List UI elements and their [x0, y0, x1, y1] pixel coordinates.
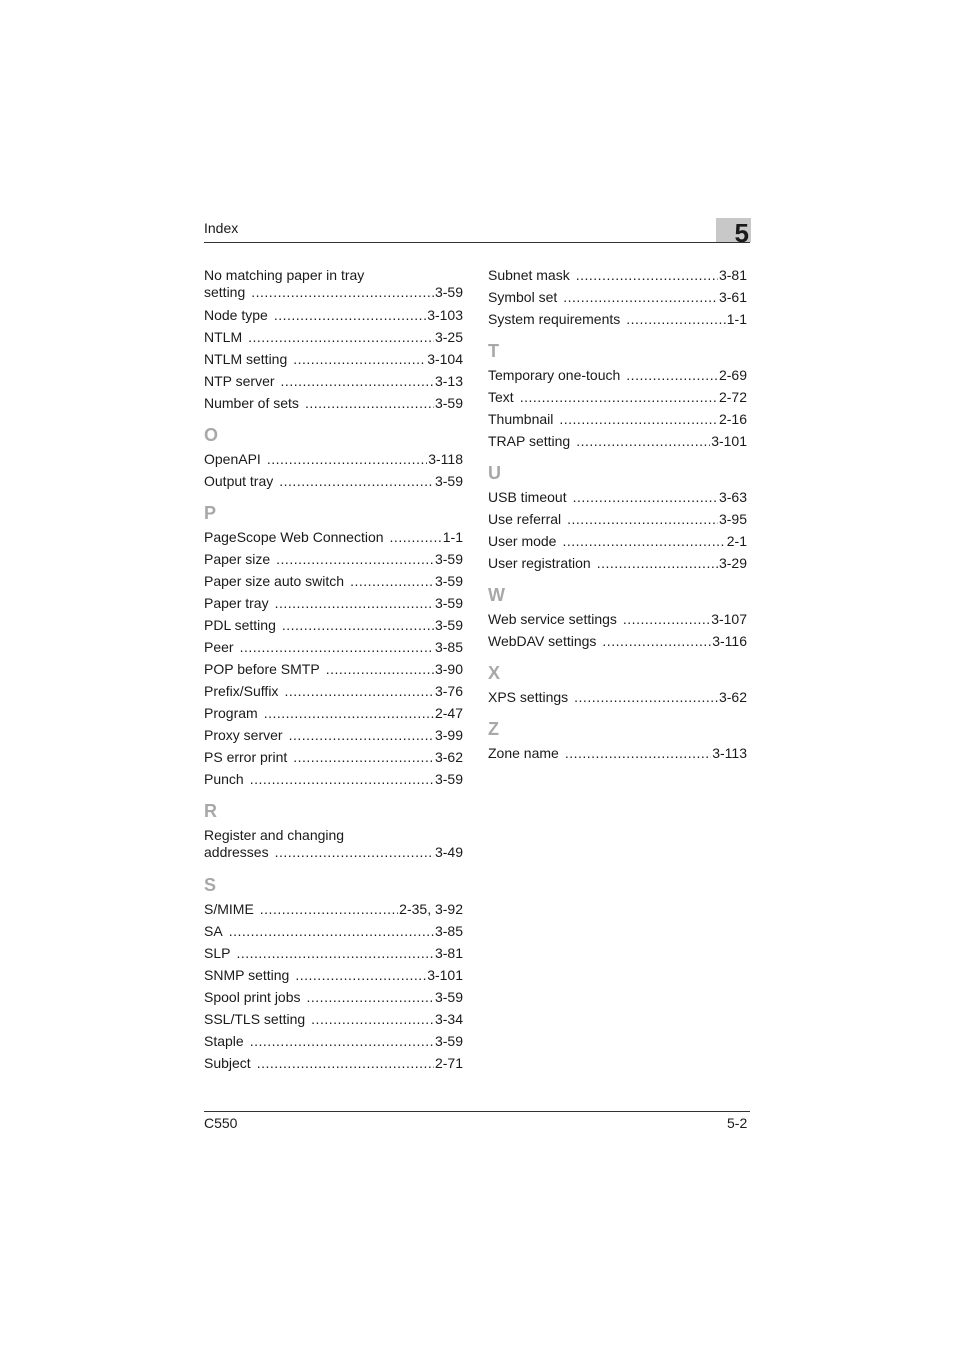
- index-entry: [488, 364, 747, 386]
- index-entry-term: NTP server: [204, 373, 275, 389]
- index-entry-page: 2-47: [434, 705, 463, 721]
- index-entry-page: 3-59: [434, 551, 463, 567]
- index-entry: [204, 1008, 463, 1030]
- index-entry: [488, 430, 747, 452]
- index-entry-page: 3-49: [434, 844, 463, 860]
- index-section-letter: Z: [488, 719, 499, 739]
- dot-leader: [289, 724, 434, 746]
- index-entry: [204, 964, 463, 986]
- dot-leader: [559, 408, 718, 430]
- index-entry-term: SLP: [204, 945, 231, 961]
- index-entry-page: 3-59: [434, 989, 463, 1005]
- dot-leader: [626, 364, 718, 386]
- index-entry-term: OpenAPI: [204, 451, 261, 467]
- index-entry: [488, 264, 747, 286]
- index-entry-page: 2-35, 3-92: [399, 901, 463, 917]
- index-entry: [204, 392, 463, 414]
- index-entry-page: 3-103: [427, 307, 463, 323]
- index-entry: [204, 304, 463, 326]
- index-section-letter: O: [204, 425, 219, 445]
- index-entry-term: POP before SMTP: [204, 661, 320, 677]
- index-entry-page: 3-59: [434, 473, 463, 489]
- index-entry-page: 3-59: [434, 771, 463, 787]
- index-entry: [204, 986, 463, 1008]
- index-entry-page: 3-85: [434, 639, 463, 655]
- index-entry-page: 3-13: [434, 373, 463, 389]
- index-entry-term: Zone name: [488, 745, 559, 761]
- dot-leader: [563, 286, 718, 308]
- index-entry-page: 3-29: [718, 555, 747, 571]
- index-entry-term: Paper size: [204, 551, 271, 567]
- index-entry-page: 3-95: [718, 511, 747, 527]
- dot-leader: [276, 548, 434, 570]
- dot-leader: [281, 370, 434, 392]
- dot-leader: [229, 920, 434, 942]
- index-entry: [204, 1030, 463, 1052]
- dot-leader: [236, 942, 434, 964]
- index-entry-term: XPS settings: [488, 689, 569, 705]
- index-entry-term: User mode: [488, 533, 557, 549]
- index-entry-term: Paper size auto switch: [204, 573, 345, 589]
- dot-leader: [574, 686, 718, 708]
- index-entry-page: 3-59: [434, 395, 463, 411]
- index-entry: [488, 386, 747, 408]
- dot-leader: [567, 508, 718, 530]
- dot-leader: [248, 326, 434, 348]
- index-entry-page: 3-107: [711, 611, 747, 627]
- footer-page-number: 5-2: [727, 1115, 748, 1131]
- dot-leader: [597, 552, 718, 574]
- index-entry-term: Thumbnail: [488, 411, 554, 427]
- index-entry: [204, 942, 463, 964]
- index-entry-page: 3-59: [434, 573, 463, 589]
- index-entry-term-line: No matching paper in tray: [204, 267, 365, 283]
- dot-leader: [626, 308, 725, 330]
- dot-leader: [305, 392, 434, 414]
- index-entry: [204, 526, 463, 548]
- index-entry-term: PageScope Web Connection: [204, 529, 384, 545]
- index-entry-page: 2-16: [718, 411, 747, 427]
- dot-leader: [251, 282, 434, 302]
- index-entry-term: USB timeout: [488, 489, 567, 505]
- index-entry-term-line: Register and changing: [204, 827, 345, 843]
- index-entry-page: 2-71: [434, 1055, 463, 1071]
- index-entry-page: 3-63: [718, 489, 747, 505]
- index-entry-term: Web service settings: [488, 611, 617, 627]
- index-entry: [488, 286, 747, 308]
- dot-leader: [565, 742, 711, 764]
- index-entry-term: Use referral: [488, 511, 562, 527]
- index-entry-page: 3-99: [434, 727, 463, 743]
- dot-leader: [257, 1052, 434, 1074]
- index-entry: [204, 898, 463, 920]
- index-entry-page: 3-25: [434, 329, 463, 345]
- index-entry-page: 3-76: [434, 683, 463, 699]
- index-section-letter: T: [488, 341, 499, 361]
- chapter-number: 5: [734, 218, 749, 248]
- index-entry: [204, 570, 463, 592]
- index-entry: [204, 724, 463, 746]
- dot-leader: [576, 430, 710, 452]
- index-entry: [204, 448, 463, 470]
- index-entry-term: Peer: [204, 639, 234, 655]
- index-entry-term: Output tray: [204, 473, 274, 489]
- index-entry-term: Proxy server: [204, 727, 283, 743]
- index-entry-page: 3-104: [427, 351, 463, 367]
- index-entry-term: NTLM setting: [204, 351, 288, 367]
- index-entry: [488, 486, 747, 508]
- index-entry: [204, 370, 463, 392]
- index-entry-term: PS error print: [204, 749, 288, 765]
- index-entry-page: 3-59: [434, 284, 463, 300]
- index-entry: [204, 920, 463, 942]
- index-entry: [488, 608, 747, 630]
- index-entry: [204, 348, 463, 370]
- index-entry: [204, 702, 463, 724]
- index-entry-page: 3-101: [711, 433, 747, 449]
- index-entry: [488, 308, 747, 330]
- footer-rule: [204, 1111, 750, 1112]
- chapter-badge: [716, 218, 751, 248]
- index-entry-page: 1-1: [726, 311, 747, 327]
- index-entry-page: 3-81: [434, 945, 463, 961]
- index-entry-page: 3-59: [434, 595, 463, 611]
- dot-leader: [293, 746, 434, 768]
- dot-leader: [602, 630, 711, 652]
- dot-leader: [279, 470, 434, 492]
- index-entry-page: 3-116: [712, 633, 747, 649]
- dot-leader: [311, 1008, 434, 1030]
- dot-leader: [260, 898, 398, 920]
- dot-leader: [520, 386, 718, 408]
- index-entry-term: SNMP setting: [204, 967, 290, 983]
- index-entry: [204, 614, 463, 636]
- dot-leader: [282, 614, 434, 636]
- index-entry-term: Spool print jobs: [204, 989, 301, 1005]
- index-section-letter: P: [204, 503, 217, 523]
- index-entry-term: Staple: [204, 1033, 244, 1049]
- index-entry-term: WebDAV settings: [488, 633, 597, 649]
- index-entry: [204, 470, 463, 492]
- index-column-left: [204, 264, 463, 1074]
- index-entry-term: SSL/TLS setting: [204, 1011, 306, 1027]
- dot-leader: [274, 304, 426, 326]
- index-entry: [204, 1052, 463, 1074]
- index-entry-page: 3-101: [427, 967, 463, 983]
- index-entry-page: 3-59: [434, 617, 463, 633]
- footer-model: C550: [204, 1115, 238, 1131]
- dot-leader: [307, 986, 434, 1008]
- index-entry-page: 3-113: [712, 745, 747, 761]
- dot-leader: [576, 264, 718, 286]
- index-entry-term: Number of sets: [204, 395, 299, 411]
- dot-leader: [573, 486, 718, 508]
- index-entry-page: 3-59: [434, 1033, 463, 1049]
- dot-leader: [267, 448, 427, 470]
- index-entry: [204, 746, 463, 768]
- dot-leader: [264, 702, 434, 724]
- index-entry: [204, 264, 463, 304]
- dot-leader: [275, 592, 434, 614]
- index-entry-page: 1-1: [442, 529, 463, 545]
- dot-leader: [250, 768, 434, 790]
- index-entry-term: Temporary one-touch: [488, 367, 621, 383]
- index-entry-term: User registration: [488, 555, 591, 571]
- index-entry-term: PDL setting: [204, 617, 276, 633]
- index-section-letter: S: [204, 875, 217, 895]
- index-entry: [488, 408, 747, 430]
- index-entry-term: addresses: [204, 844, 269, 860]
- dot-leader: [250, 1030, 434, 1052]
- index-entry: [488, 508, 747, 530]
- dot-leader: [350, 570, 434, 592]
- index-entry-page: 3-90: [434, 661, 463, 677]
- index-entry: [204, 592, 463, 614]
- dot-leader: [623, 608, 710, 630]
- index-section-letter: X: [488, 663, 501, 683]
- index-entry-term: Punch: [204, 771, 244, 787]
- index-entry-term: TRAP setting: [488, 433, 571, 449]
- index-entry-term: Subject: [204, 1055, 251, 1071]
- index-entry: [204, 326, 463, 348]
- index-entry: [204, 548, 463, 570]
- index-entry-term: Paper tray: [204, 595, 269, 611]
- index-entry: [204, 658, 463, 680]
- dot-leader: [562, 530, 725, 552]
- dot-leader: [284, 680, 434, 702]
- index-section-letter: R: [204, 801, 217, 821]
- index-entry-page: 2-1: [726, 533, 747, 549]
- index-entry-term: S/MIME: [204, 901, 254, 917]
- index-entry-page: 2-69: [718, 367, 747, 383]
- index-entry: [488, 686, 747, 708]
- dot-leader: [293, 348, 426, 370]
- index-entry: [204, 768, 463, 790]
- index-entry-term: Text: [488, 389, 514, 405]
- index-entry-term: NTLM: [204, 329, 243, 345]
- index-entry-page: 3-62: [718, 689, 747, 705]
- dot-leader: [275, 842, 434, 862]
- index-entry-page: 2-72: [718, 389, 747, 405]
- index-entry-term: Program: [204, 705, 258, 721]
- dot-leader: [390, 526, 442, 548]
- index-entry-term: Subnet mask: [488, 267, 570, 283]
- header-title: Index: [204, 220, 239, 236]
- index-entry-page: 3-81: [718, 267, 747, 283]
- dot-leader: [326, 658, 434, 680]
- index-column-right: [488, 264, 747, 764]
- index-entry-page: 3-85: [434, 923, 463, 939]
- index-entry: [204, 636, 463, 658]
- index-entry-page: 3-61: [718, 289, 747, 305]
- index-entry-page: 3-62: [434, 749, 463, 765]
- index-entry: [488, 742, 747, 764]
- index-entry-page: 3-118: [428, 451, 463, 467]
- index-entry-term: setting: [204, 284, 246, 300]
- index-entry: [488, 530, 747, 552]
- header-rule: [204, 242, 750, 243]
- index-entry: [204, 824, 463, 864]
- index-entry: [488, 552, 747, 574]
- index-entry-page: 3-34: [434, 1011, 463, 1027]
- index-entry-term: Symbol set: [488, 289, 558, 305]
- index-entry-term: Prefix/Suffix: [204, 683, 279, 699]
- index-entry-term: System requirements: [488, 311, 621, 327]
- index-section-letter: W: [488, 585, 505, 605]
- index-section-letter: U: [488, 463, 501, 483]
- dot-leader: [295, 964, 426, 986]
- index-entry-term: Node type: [204, 307, 268, 323]
- index-entry-term: SA: [204, 923, 223, 939]
- index-entry: [204, 680, 463, 702]
- index-entry: [488, 630, 747, 652]
- dot-leader: [240, 636, 434, 658]
